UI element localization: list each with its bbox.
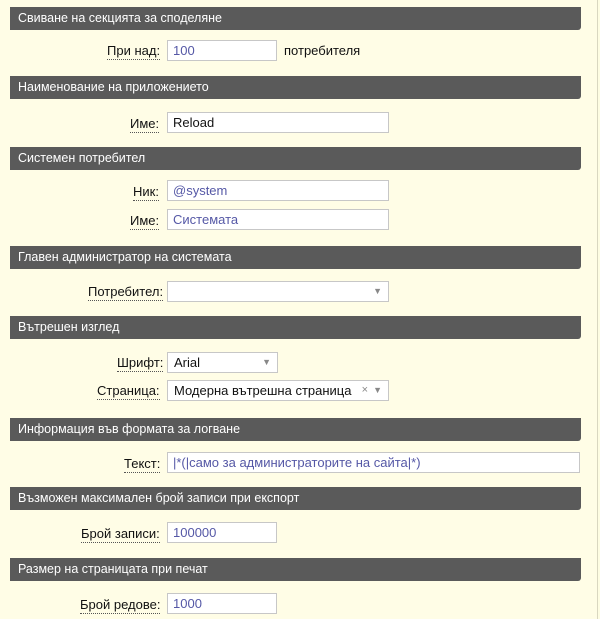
font-label: Шрифт:: [117, 355, 164, 370]
font-select[interactable]: [167, 352, 278, 373]
page-select-value: Модерна вътрешна страница: [174, 383, 352, 398]
system-nick-input[interactable]: @system: [167, 180, 389, 201]
app-name-input[interactable]: Reload: [167, 112, 389, 133]
app-name-label: Име:: [130, 116, 160, 131]
section-header-main-admin: Главен администратор на системата: [10, 246, 581, 269]
section-header-appearance: Вътрешен изглед: [10, 316, 581, 339]
login-text-label: Текст:: [124, 456, 161, 471]
section-header-print-page: Размер на страницата при печат: [10, 558, 581, 581]
caret-down-icon: ▼: [262, 357, 271, 367]
system-name-label: Име:: [130, 213, 160, 228]
main-admin-label: Потребител:: [88, 284, 164, 299]
print-rows-label: Брой редове:: [80, 597, 161, 612]
login-text-input[interactable]: |*(|само за администраторите на сайта|*): [167, 452, 580, 473]
export-max-input[interactable]: 100000: [167, 522, 277, 543]
share-threshold-suffix: потребителя: [284, 43, 361, 58]
main-admin-select[interactable]: [167, 281, 389, 302]
section-header-app-name: Наименование на приложението: [10, 76, 581, 99]
caret-down-icon: ▼: [373, 385, 382, 395]
section-header-login-info: Информация във формата за логване: [10, 418, 581, 441]
page-select[interactable]: [167, 380, 389, 401]
caret-down-icon: ▼: [373, 286, 382, 296]
section-header-system-user: Системен потребител: [10, 147, 581, 170]
share-threshold-label: При над:: [107, 43, 161, 58]
page-label: Страница:: [97, 383, 160, 398]
clear-x-icon[interactable]: ×: [361, 384, 368, 396]
system-name-input[interactable]: Системата: [167, 209, 389, 230]
export-max-label: Брой записи:: [81, 526, 160, 541]
print-rows-input[interactable]: 1000: [167, 593, 277, 614]
section-header-share-collapse: Свиване на секцията за споделяне: [10, 7, 581, 30]
system-nick-label: Ник:: [133, 184, 159, 199]
share-threshold-input[interactable]: 100: [167, 40, 277, 61]
section-header-export-max: Възможен максимален брой записи при експорт: [10, 487, 581, 510]
font-select-value: Arial: [174, 355, 201, 370]
